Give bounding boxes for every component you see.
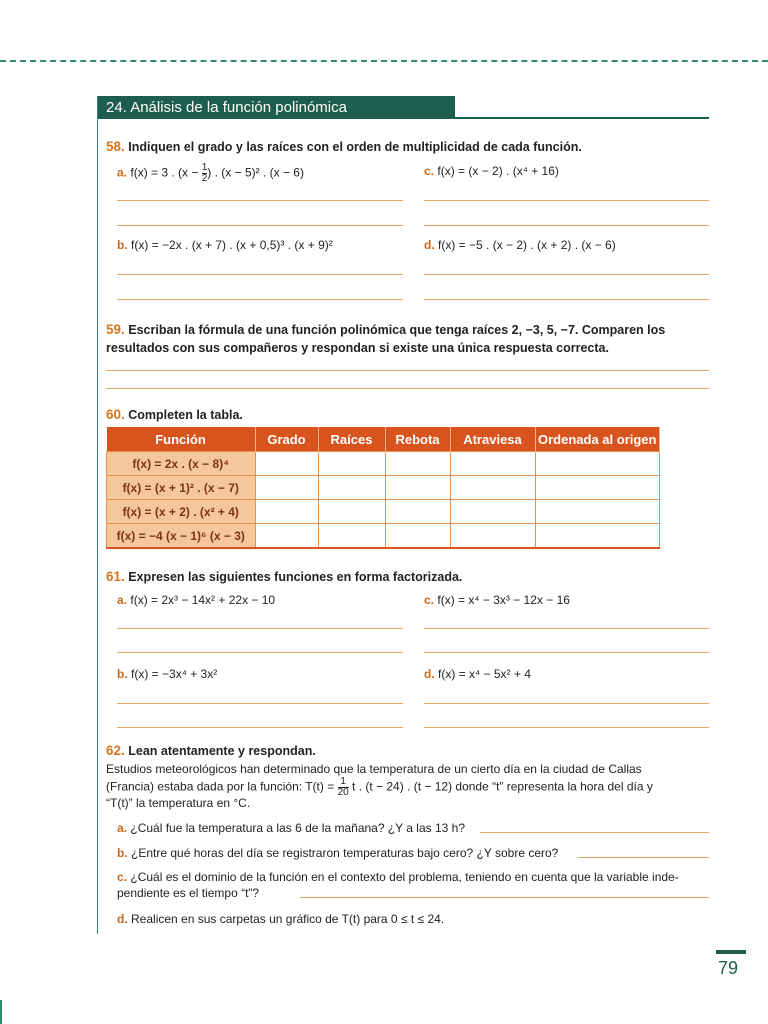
q62-item-b [117,845,558,861]
q58-a-formula-end: ) . (x − 5)² . (x − 6) [207,165,304,180]
q61-c-formula: f(x) = x⁴ − 3x³ − 12x − 16 [437,593,570,607]
fraction-denominator: 2 [201,173,208,184]
answer-line[interactable] [117,299,403,300]
q62-a-text: ¿Cuál fue la temperatura a las 6 de la mañana? ¿Y a las 13 h? [130,821,466,835]
col-header-funcion: Función [107,427,256,452]
q60-text: Completen la tabla. [128,408,243,422]
answer-line[interactable] [117,703,403,704]
answer-cell[interactable] [535,476,660,500]
answer-line[interactable] [424,703,709,704]
answer-line[interactable] [117,200,403,201]
q58-heading [106,138,582,156]
q62-c-text-line1: ¿Cuál es el dominio de la función en el contexto del problema, teniendo en cuenta que la variable inde- [130,870,679,884]
q61-d-formula: f(x) = x⁴ − 5x² + 4 [438,667,531,681]
table-row [107,524,660,549]
answer-cell[interactable] [450,476,535,500]
q61-item-c [424,592,570,608]
q60-number: 60. [106,407,125,422]
col-header-rebota: Rebota [385,427,450,452]
answer-cell[interactable] [535,524,660,549]
q62-b-text: ¿Entre qué horas del día se registraron temperaturas bajo cero? ¿Y sobre cero? [131,846,559,860]
function-cell: f(x) = (x + 1)² . (x − 7) [107,476,256,500]
q62-paragraph-part: t . (t − 24) . (t − 12) donde “t” representa la hora del día y [348,779,653,794]
answer-cell[interactable] [535,452,660,476]
table-row [107,452,660,476]
answer-cell[interactable] [318,524,385,549]
top-dashed-rule [0,60,768,62]
q62-d-text: Realicen en sus carpetas un gráfico de T(t) para 0 ≤ t ≤ 24. [131,912,445,926]
answer-line[interactable] [424,727,709,728]
col-header-raices: Raíces [318,427,385,452]
item-letter: d. [117,912,128,926]
q58-number: 58. [106,139,125,154]
q59-text-line2: resultados con sus compañeros y respondan si existe una única respuesta correcta. [106,341,609,355]
q58-c-formula: f(x) = (x − 2) . (x⁴ + 16) [437,164,559,178]
item-letter: b. [117,238,128,252]
table-row [107,476,660,500]
page-number-bar [716,950,746,954]
answer-cell[interactable] [385,524,450,549]
answer-cell[interactable] [385,476,450,500]
q62-heading [106,742,316,760]
item-letter: a. [117,165,128,180]
answer-cell[interactable] [450,524,535,549]
answer-line[interactable] [117,727,403,728]
col-header-ordenada: Ordenada al origen [535,427,660,452]
q62-paragraph-part: (Francia) estaba dada por la función: T(t) = [106,779,338,794]
q59-text-line1: Escriban la fórmula de una función polinómica que tenga raíces 2, −3, 5, −7. Comparen los [128,323,666,337]
functions-table [106,427,660,549]
q62-item-c [117,869,712,885]
item-letter: c. [424,593,435,607]
answer-line[interactable] [424,200,709,201]
answer-cell[interactable] [535,500,660,524]
answer-line[interactable] [300,897,709,898]
q61-text: Expresen las siguientes funciones en forma factorizada. [128,570,463,584]
answer-cell[interactable] [318,452,385,476]
q58-d-formula: f(x) = −5 . (x − 2) . (x + 2) . (x − 6) [438,238,616,252]
item-letter: a. [117,593,128,607]
answer-cell[interactable] [255,452,318,476]
function-cell: f(x) = −4 (x − 1)⁶ (x − 3) [107,524,256,549]
answer-line[interactable] [424,299,709,300]
table-row [107,500,660,524]
q61-item-b [117,666,217,682]
q62-item-c-line2: pendiente es el tiempo “t”? [117,886,260,900]
bottom-left-mark [0,1000,2,1024]
answer-cell[interactable] [318,500,385,524]
item-letter: d. [424,238,435,252]
q62-text: Lean atentamente y respondan. [128,744,316,758]
q62-item-d [117,911,444,927]
item-letter: c. [424,164,435,178]
answer-line[interactable] [106,388,709,389]
function-cell: f(x) = 2x . (x − 8)⁴ [107,452,256,476]
col-header-atraviesa: Atraviesa [450,427,535,452]
answer-line[interactable] [117,652,403,653]
q58-item-b [117,237,333,253]
answer-line[interactable] [424,652,709,653]
answer-cell[interactable] [450,500,535,524]
answer-cell[interactable] [255,476,318,500]
table-header-row [107,427,660,452]
fraction-denominator: 20 [337,787,349,798]
function-cell: f(x) = (x + 2) . (x² + 4) [107,500,256,524]
item-letter: b. [117,846,128,860]
q62-number: 62. [106,743,125,758]
page-number: 79 [718,958,739,978]
answer-cell[interactable] [255,524,318,549]
left-margin-rule [97,96,98,934]
q61-number: 61. [106,569,125,584]
q58-a-formula-start: f(x) = 3 . (x − [130,165,202,180]
q61-heading [106,568,462,586]
item-letter: d. [424,667,435,681]
answer-line[interactable] [117,274,403,275]
section-title: 24. Análisis de la función polinómica [98,96,455,119]
q61-a-formula: f(x) = 2x³ − 14x² + 22x − 10 [130,593,276,607]
answer-line[interactable] [117,225,403,226]
col-header-grado: Grado [255,427,318,452]
q61-item-a [117,592,275,608]
answer-line[interactable] [424,274,709,275]
item-letter: c. [117,870,128,884]
answer-line[interactable] [117,628,403,629]
item-letter: a. [117,821,128,835]
q60-heading [106,406,243,424]
answer-cell[interactable] [385,500,450,524]
answer-cell[interactable] [255,500,318,524]
q62-item-a [117,820,465,836]
answer-cell[interactable] [450,452,535,476]
fraction-numerator: 1 [340,776,346,787]
item-letter: b. [117,667,128,681]
q58-item-a [117,163,304,184]
q62-paragraph-line3: “T(t)” la temperatura en °C. [106,796,251,810]
q58-item-c [424,163,559,179]
answer-line[interactable] [578,857,709,858]
answer-cell[interactable] [318,476,385,500]
q58-b-formula: f(x) = −2x . (x + 7) . (x + 0,5)³ . (x + 9)² [131,238,333,252]
answer-line[interactable] [424,225,709,226]
q61-b-formula: f(x) = −3x⁴ + 3x² [131,667,218,681]
answer-line[interactable] [106,370,709,371]
q62-paragraph-line1: Estudios meteorológicos han determinado que la temperatura de un cierto día en la ciudad de Callas [106,762,642,776]
q59-number: 59. [106,322,125,337]
q59-heading [106,321,665,339]
answer-cell[interactable] [385,452,450,476]
fraction-numerator: 1 [201,162,208,173]
q58-item-d [424,237,616,253]
answer-line[interactable] [480,832,709,833]
answer-line[interactable] [424,628,709,629]
q58-text: Indiquen el grado y las raíces con el orden de multiplicidad de cada función. [128,140,582,154]
q61-item-d [424,666,531,682]
section-title-rule [455,117,709,119]
